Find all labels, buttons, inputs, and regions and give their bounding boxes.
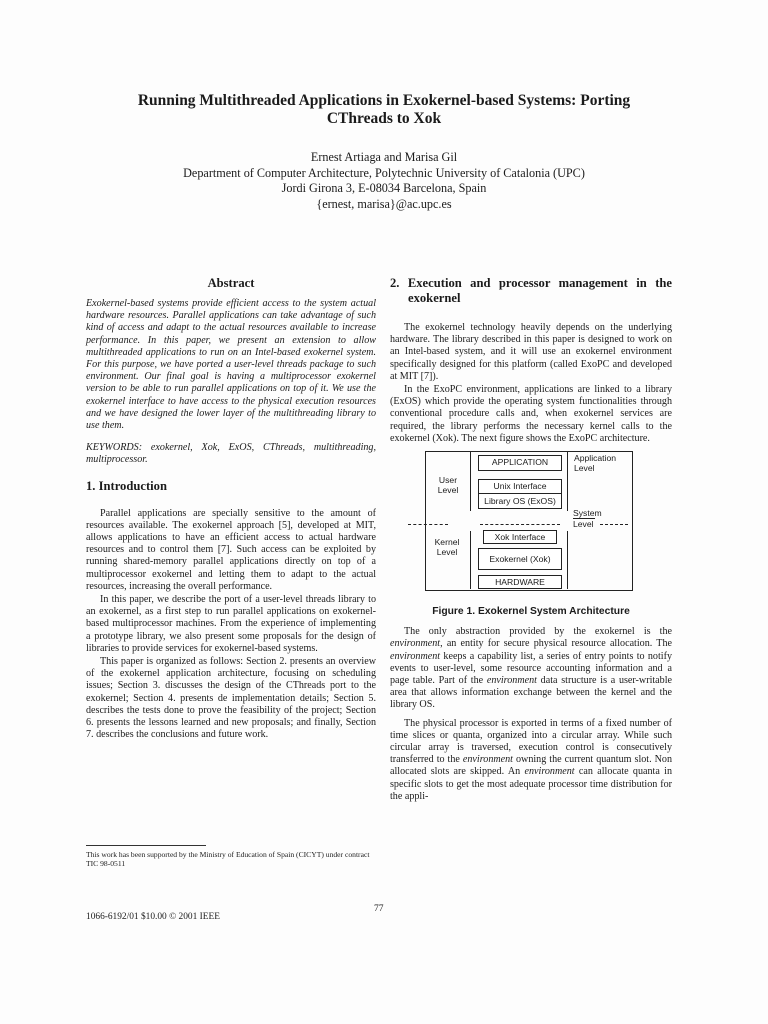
section2-paragraph-4: The physical processor is exported in terms of a fixed number of time slices or quanta, organized into a circular array. While such circular array is traversed, execution control is consecutively transferred to the environment owning the current quantum slot. Non allocated slots are skipped. An environment can allocate quanta in specific slots to get the most adequate processor time distribution for the appli- <box>390 717 673 802</box>
intro-paragraph-3: This paper is organized as follows: Section 2. presents an overview of the exokernel application architecture, focusing on scheduling issues; Section 3. discusses the design of the CThreads port to the exokernel; Section 4. presents de implementation details; Section 5. describes the tests done to prove the feasibility of the project; Section 6. presents the lessons learned and new proposals; and finally, Section 7. describes the conclusions and future work. <box>86 656 376 741</box>
hardware-box: HARDWARE <box>478 575 562 589</box>
right-column <box>390 276 672 804</box>
kernel-level-label: Kernel Level <box>434 537 460 558</box>
title-line-1: Running Multithreaded Applications in Exokernel-based Systems: Porting <box>137 92 631 109</box>
application-level-arrow <box>567 451 568 511</box>
intro-heading: 1. Introduction <box>86 478 167 493</box>
system-level-label: System Level <box>573 508 602 530</box>
user-level-arrow <box>470 451 471 511</box>
dash-left <box>408 524 448 525</box>
section2-paragraph-2: In the ExoPC environment, applications are linked to a library (ExOS) which provide the operating system functionalities through conventional procedure calls and, when exokernel services are required, the library performs the necessary kernel calls to the exokernel (Xok). The next figure shows the ExoPC architecture. <box>390 384 672 444</box>
section2-paragraph-3: The only abstraction provided by the exokernel is the environment, an entity for secure physical resource allocation. The environment keeps a capability list, a series of entry points to notify events to user-level, some resource accounting information and a page table. Part of the environment data structure is a user-writable area that allows information exchange between the kernel and the library OS. <box>390 626 672 711</box>
keywords: KEYWORDS: exokernel, Xok, ExOS, CThreads, multithreading, multiprocessor. <box>86 442 376 466</box>
title-line-2: CThreads to Xok <box>326 110 442 127</box>
libos-label: Library OS (ExOS) <box>484 496 556 507</box>
kernel-level-arrow <box>470 531 471 589</box>
exokernel-box: Exokernel (Xok) <box>478 548 562 570</box>
page-number: 77 <box>374 903 384 914</box>
email: {ernest, marisa}@ac.upc.es <box>316 196 452 211</box>
xok-interface-box: Xok Interface <box>483 530 557 544</box>
intro-paragraph-2: In this paper, we describe the port of a user-level threads library to an exokernel, as a first step to run parallel applications on exokernel-based multiprocessor machines. From the experience of implementing a prototype library, we also present some proposals for the design of libraries to provide services for exokernel-based systems. <box>86 594 376 654</box>
authors: Ernest Artiaga and Marisa Gil <box>310 150 458 164</box>
dash-right <box>600 524 628 525</box>
dash-middle <box>480 524 560 525</box>
user-level-label: User Level <box>437 475 459 496</box>
abstract-text: Exokernel-based systems provide efficient access to the system actual hardware resources. Parallel applications can take advantage of such kind of access and adapt to the actual resources available to increase performance. In this paper, we present an extension to allow multithreaded applications to run on an Intel-based exokernel system. For this purpose, we have ported a user-level threads package to such environment. Our final goal is having a multiprocessor exokernel version to be able to run parallel applications on top of it. We use the exokernel interface to have access to the physical execution resources and we have designed the lower layer of the multithreading library to use them. <box>86 298 376 432</box>
unix-interface-label: Unix Interface <box>479 480 561 494</box>
system-level-arrow <box>567 531 568 589</box>
section2-paragraph-1: The exokernel technology heavily depends on the underlying hardware. The library described in this paper is designed to work on an Intel-based system, and it will use an exokernel environment specifically designed for this platform (called ExoPC and developed at MIT [7]). <box>390 322 672 382</box>
intro-paragraph-1: Parallel applications are specially sensitive to the amount of resources available. The exokernel approach [5], developed at MIT, allows applications to have an efficient access to actual hardware resources and to control them [7]. Such access can be exploited by running shared-memory parallel applications directly on top of a multiprocessor exokernel and letting them to adapt to the actual resources, increasing the overall performance. <box>86 507 376 592</box>
architecture-figure <box>390 449 672 604</box>
section2-heading: 2. Execution and processor management in the exokernel <box>390 276 672 305</box>
address: Jordi Girona 3, E-08034 Barcelona, Spain <box>281 181 487 195</box>
left-column <box>86 276 376 743</box>
library-os-box <box>478 479 562 509</box>
application-box: APPLICATION <box>478 455 562 471</box>
application-level-label: Application Level <box>574 453 617 474</box>
figure-caption: Figure 1. Exokernel System Architecture <box>432 606 630 618</box>
footnote-rule <box>86 845 206 846</box>
copyright-line: 1066-6192/01 $10.00 © 2001 IEEE <box>86 912 220 922</box>
abstract-heading: Abstract <box>207 276 255 290</box>
footnote: This work has been supported by the Ministry of Education of Spain (CICYT) under contract TIC 98-0511 <box>86 850 370 868</box>
paper-title <box>80 92 688 128</box>
author-block <box>80 150 688 212</box>
affiliation: Department of Computer Architecture, Polytechnic University of Catalonia (UPC) <box>183 165 585 180</box>
